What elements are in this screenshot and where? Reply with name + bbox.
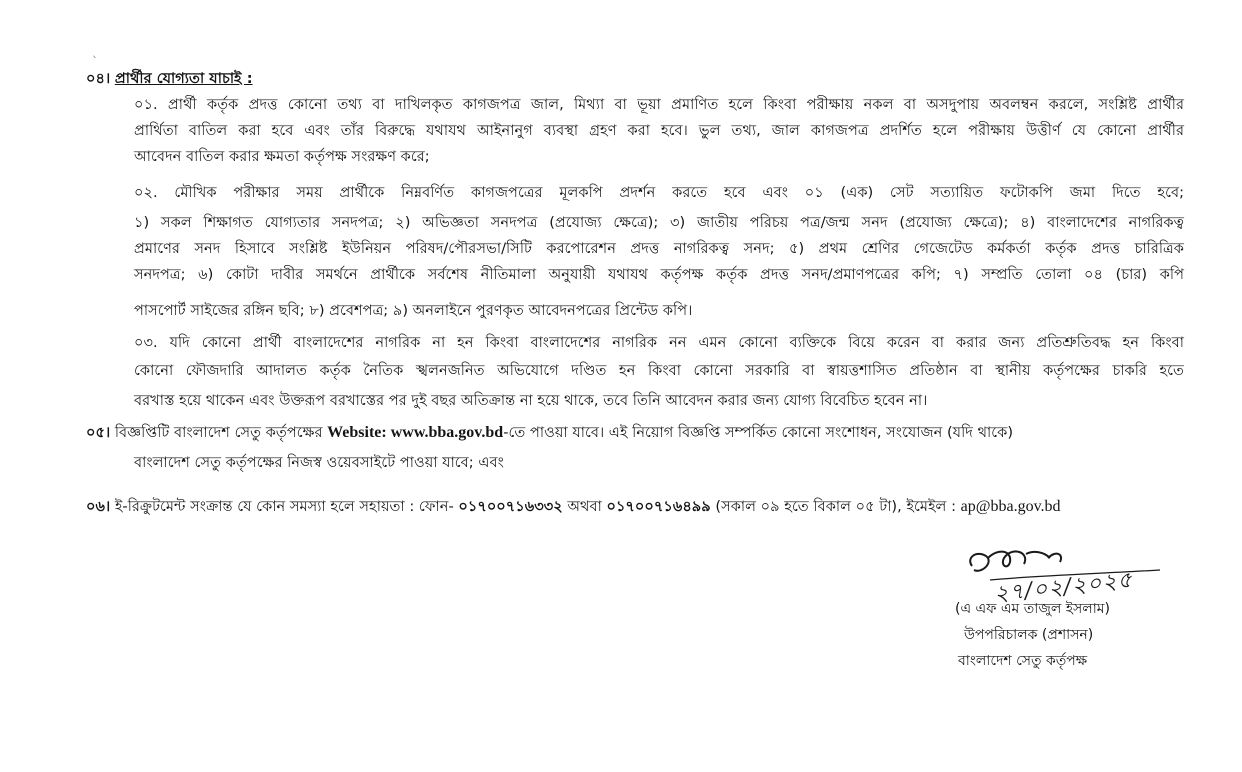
paragraph-01-line-2: প্রার্থিতা বাতিল করা হবে এবং তাঁর বিরুদ্ধে যথাযথ আইনানুগ ব্যবস্থা গ্রহণ করা হবে। ভুল তথ্য, জাল কাগজপত্র প্রদর্শিত হলে পরীক্ষায় উত্তীর্ণ যে কোনো প্রার্থীর xyxy=(134,122,1184,139)
paragraph-03-line-3: বরখাস্ত হয়ে থাকেন এবং উক্তরূপ বরখাস্তের পর দুই বছর অতিক্রান্ত না হয়ে থাকে, তবে তিনি আবেদন করার জন্য যোগ্য বিবেচিত হবেন না। xyxy=(134,392,928,409)
website-link[interactable]: Website: www.bba.gov.bd xyxy=(327,424,504,441)
section-05-text-a: বিজ্ঞপ্তিটি বাংলাদেশ সেতু কর্তৃপক্ষের xyxy=(114,424,323,441)
paragraph-03-line-1: ০৩. যদি কোনো প্রার্থী বাংলাদেশের নাগরিক না হন কিংবা বাংলাদেশের নাগরিক নন এমন কোনো ব্যক্তিকে বিয়ে করেন বা করার জন্য প্রতিশ্রুতিবদ্ধ হন কিংবা xyxy=(134,334,1184,351)
section-05-line-2: বাংলাদেশ সেতু কর্তৃপক্ষের নিজস্ব ওয়েবসাইটে পাওয়া যাবে; এবং xyxy=(134,454,504,471)
signatory-designation: উপপরিচালক (প্রশাসন) xyxy=(964,627,1094,643)
section-05-line-1 xyxy=(86,422,1013,444)
signatory-organization: বাংলাদেশ সেতু কর্তৃপক্ষ xyxy=(958,653,1088,669)
documents-list-line-1: ১) সকল শিক্ষাগত যোগ্যতার সনদপত্র; ২) অভিজ্ঞতা সনদপত্র (প্রযোজ্য ক্ষেত্রে); ৩) জাতীয় পরিচয় পত্র/জন্ম সনদ (প্রযোজ্য ক্ষেত্রে); ৪) বাংলাদেশের নাগরিকত্ব xyxy=(134,214,1184,231)
documents-list-line-2: প্রমাণের সনদ হিসাবে সংশ্লিষ্ট ইউনিয়ন পরিষদ/পৌরসভা/সিটি করপোরেশন প্রদত্ত নাগরিকত্ব সনদ; ৫) প্রথম শ্রেণির গেজেটেড কর্মকর্তা কর্তৃক প্রদত্ত চারিত্রিক xyxy=(134,240,1184,257)
section-04-number: ০৪। xyxy=(86,70,111,87)
helpline-text: ই-রিক্রুটমেন্ট সংক্রান্ত যে কোন সমস্যা হলে সহায়তা : ফোন- xyxy=(114,498,454,515)
documents-list-line-4: পাসপোর্ট সাইজের রঙ্গিন ছবি; ৮) প্রবেশপত্র; ৯) অনলাইনে পুরণকৃত আবেদনপত্রের প্রিন্টেড কপি। xyxy=(134,302,693,319)
section-04-heading xyxy=(86,68,253,90)
section-05-text-b: -তে পাওয়া যাবে। এই নিয়োগ বিজ্ঞপ্তি সম্পর্কিত কোনো সংশোধন, সংযোজন (যদি থাকে) xyxy=(503,424,1014,441)
section-06-line xyxy=(86,496,1061,518)
paragraph-01-line-1: ০১. প্রার্থী কর্তৃক প্রদত্ত কোনো তথ্য বা দাখিলকৃত কাগজপত্র জাল, মিথ্যা বা ভূয়া প্রমাণিত হলে কিংবা পরীক্ষায় নকল বা অসদুপায় অবলম্বন করলে, সংশ্লিষ্ট প্রার্থীর xyxy=(134,96,1184,113)
paragraph-01-line-3: আবেদন বাতিল করার ক্ষমতা কর্তৃপক্ষ সংরক্ষণ করে; xyxy=(134,148,430,165)
scan-mark: ˎ xyxy=(92,44,98,58)
signature-date: ২৭/০২/২০২৫ xyxy=(992,567,1135,608)
helpline-phone-2[interactable]: ০১৭০০৭১৬৪৯৯ xyxy=(606,498,711,515)
helpline-or: অথবা xyxy=(567,498,602,515)
documents-list-line-3: সনদপত্র; ৬) কোটা দাবীর সমর্থনে প্রার্থীকে সর্বশেষ নীতিমালা অনুযায়ী যথাযথ কর্তৃপক্ষ কর্তৃক প্রদত্ত সনদ/প্রমাণপত্রের কপি; ৭) সম্প্রতি তোলা ০৪ (চার) কপি xyxy=(134,266,1184,283)
signatory-name: (এ এফ এম তাজুল ইসলাম) xyxy=(955,601,1110,617)
section-05-number: ০৫। xyxy=(86,424,111,441)
paragraph-02-line-1: ০২. মৌখিক পরীক্ষার সময় প্রার্থীকে নিম্নবর্ণিত কাগজপত্রের মূলকপি প্রদর্শন করতে হবে এবং ০১ (এক) সেট সত্যায়িত ফটোকপি জমা দিতে হবে; xyxy=(134,184,1184,201)
section-04-title: প্রার্থীর যোগ্যতা যাচাই : xyxy=(114,70,253,87)
helpline-hours: (সকাল ০৯ হতে বিকাল ০৫ টা), ইমেইল : xyxy=(715,498,956,515)
section-06-number: ০৬। xyxy=(86,498,111,515)
helpline-phone-1[interactable]: ০১৭০০৭১৬৩৩২ xyxy=(458,498,563,515)
helpline-email[interactable]: ap@bba.gov.bd xyxy=(960,498,1061,515)
paragraph-03-line-2: কোনো ফৌজদারি আদালত কর্তৃক নৈতিক স্খলনজনিত অভিযোগে দণ্ডিত হন কিংবা কোনো সরকারি বা স্বায়ত্তশাসিত প্রতিষ্ঠান বা স্থানীয় কর্তৃপক্ষের চাকরি হতে xyxy=(134,362,1184,379)
